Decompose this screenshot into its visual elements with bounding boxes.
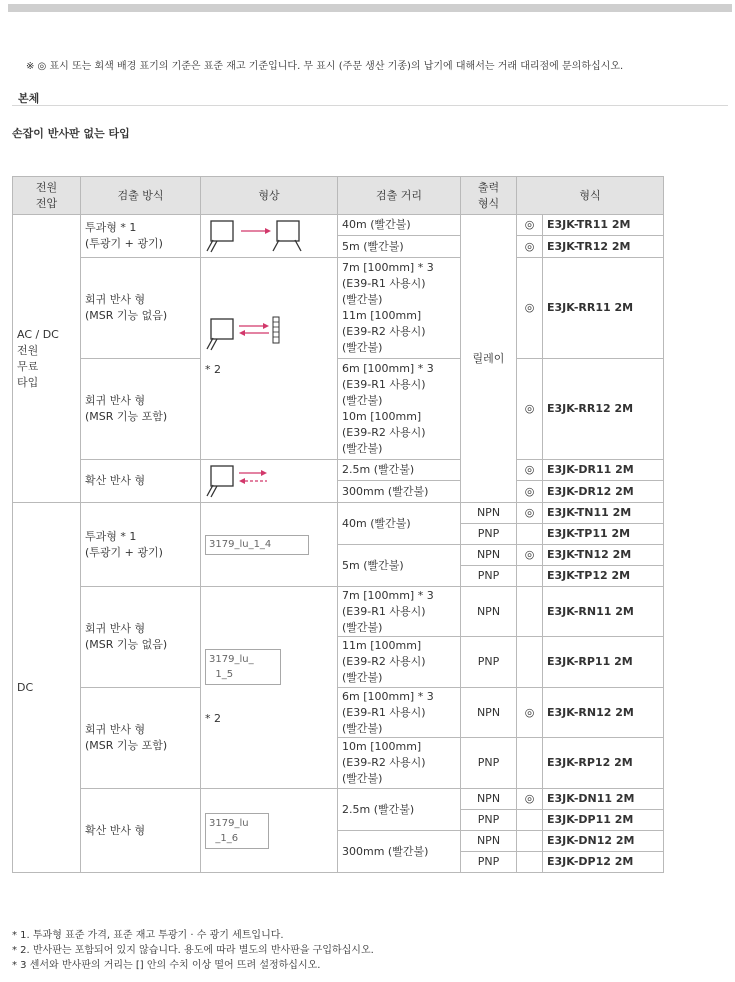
table-row [13, 258, 664, 359]
footnote-ref: * 2 [205, 712, 221, 725]
stock-mark-icon: ◎ [517, 460, 543, 481]
distance-cell: 2.5m (빨간불) [338, 789, 461, 831]
stock-mark-empty [517, 831, 543, 852]
method-line: (MSR 기능 없음) [85, 638, 168, 651]
distance-line: (E39-R2 사용시) [342, 756, 426, 769]
stock-mark-empty [517, 524, 543, 545]
model-cell: E3JK-DP11 2M [543, 810, 664, 831]
distance-line: (E39-R2 사용시) [342, 655, 426, 668]
stock-mark-empty [517, 810, 543, 831]
model-cell: E3JK-RR12 2M [543, 359, 664, 460]
table-row [13, 215, 664, 236]
model-cell: E3JK-RN11 2M [543, 587, 664, 637]
stock-mark-icon: ◎ [517, 258, 543, 359]
power-ac-cell [13, 215, 81, 503]
model-cell: E3JK-TR11 2M [543, 215, 664, 236]
table-row [13, 503, 664, 524]
distance-line: (빨간불) [342, 620, 383, 634]
header-shape: 형상 [201, 177, 338, 215]
method-through-ac [81, 215, 201, 258]
model-cell: E3JK-TN11 2M [543, 503, 664, 524]
table-row [13, 460, 664, 481]
method-retro-no-msr-ac [81, 258, 201, 359]
distance-line: (빨간불) [342, 721, 383, 735]
model-cell: E3JK-DR12 2M [543, 481, 664, 503]
distance-line: (빨간불) [342, 341, 383, 354]
stock-notice: ※ ◎ 표시 또는 회색 배경 표기의 기준은 표준 재고 기준입니다. 무 표시 (주문 생산 기종)의 납기에 대해서는 거래 대리점에 문의하십시오. [26, 61, 624, 72]
method-retro-msr-dc [81, 688, 201, 789]
distance-cell [338, 738, 461, 789]
footnote-ref: * 2 [205, 363, 221, 376]
model-cell: E3JK-RR11 2M [543, 258, 664, 359]
distance-line: (빨간불) [342, 394, 383, 407]
distance-line: 11m [100mm] [342, 309, 422, 322]
stock-mark-icon: ◎ [517, 359, 543, 460]
header-distance: 검출 거리 [338, 177, 461, 215]
stock-mark-empty [517, 852, 543, 873]
distance-line: (빨간불) [342, 671, 383, 684]
shape-retro-dc-cell [201, 587, 338, 789]
distance-line: 6m [100mm] * 3 [342, 689, 434, 703]
distance-line: 11m [100mm] [342, 639, 422, 652]
method-line: 투과형 * 1 [85, 529, 137, 543]
diffuse-reflective-diagram [205, 463, 275, 499]
distance-line: 7m [100mm] * 3 [342, 588, 434, 602]
distance-line: (E39-R2 사용시) [342, 325, 426, 338]
through-beam-diagram [205, 218, 305, 254]
header-output [461, 177, 517, 215]
stock-mark-empty [517, 738, 543, 789]
method-line: (투광기 + 광기) [85, 237, 163, 250]
header-output-line2: 형식 [477, 196, 500, 210]
distance-line: (E39-R1 사용시) [342, 705, 426, 719]
distance-cell: 5m (빨간불) [338, 236, 461, 258]
broken-image [205, 813, 269, 849]
distance-cell: 2.5m (빨간불) [338, 460, 461, 481]
distance-cell: 40m (빨간불) [338, 503, 461, 545]
method-line: (투광기 + 광기) [85, 545, 163, 559]
model-cell: E3JK-DR11 2M [543, 460, 664, 481]
output-cell: PNP [461, 852, 517, 873]
model-cell: E3JK-TN12 2M [543, 545, 664, 566]
method-diffuse-ac: 확산 반사 형 [81, 460, 201, 503]
method-line: (MSR 기능 없음) [85, 309, 168, 322]
stock-mark-icon: ◎ [517, 688, 543, 738]
stock-mark-icon: ◎ [517, 236, 543, 258]
distance-line: 10m [100mm] [342, 740, 422, 753]
distance-line: (E39-R1 사용시) [342, 277, 426, 290]
section-divider [12, 105, 728, 106]
method-through-dc [81, 503, 201, 587]
distance-cell [338, 637, 461, 688]
method-line: 회귀 반사 형 [85, 723, 146, 736]
model-cell: E3JK-RN12 2M [543, 688, 664, 738]
distance-cell: 40m (빨간불) [338, 215, 461, 236]
output-cell: PNP [461, 566, 517, 587]
distance-line: 10m [100mm] [342, 410, 422, 423]
distance-line: 7m [100mm] * 3 [342, 261, 434, 274]
output-cell: NPN [461, 688, 517, 738]
model-table [12, 176, 664, 873]
power-ac-line: AC / DC [17, 327, 59, 341]
table-row [13, 359, 664, 460]
power-ac-line: 타입 [17, 375, 39, 389]
output-cell: NPN [461, 789, 517, 810]
footnotes [12, 928, 374, 973]
method-line: (MSR 기능 포함) [85, 410, 168, 423]
output-cell: NPN [461, 831, 517, 852]
header-model: 형식 [517, 177, 664, 215]
table-row [13, 587, 664, 637]
header-method: 검출 방식 [81, 177, 201, 215]
stock-mark-icon: ◎ [517, 545, 543, 566]
model-cell: E3JK-RP11 2M [543, 637, 664, 688]
footnote-2: * 2. 반사판는 포함되어 있지 않습니다. 용도에 따라 별도의 반사판을 구입하십시오. [12, 945, 374, 956]
model-cell: E3JK-TP11 2M [543, 524, 664, 545]
broken-image [205, 649, 281, 685]
header-output-line1: 출력 [477, 180, 500, 194]
model-cell: E3JK-RP12 2M [543, 738, 664, 789]
header-power [13, 177, 81, 215]
output-relay-cell: 릴레이 [461, 215, 517, 503]
model-cell: E3JK-DN11 2M [543, 789, 664, 810]
distance-line: 6m [100mm] * 3 [342, 362, 434, 375]
table-row [13, 789, 664, 810]
distance-cell: 5m (빨간불) [338, 545, 461, 587]
stock-mark-icon: ◎ [517, 481, 543, 503]
method-line: (MSR 기능 포함) [85, 739, 168, 752]
broken-image-line: _1_6 [215, 832, 239, 844]
stock-mark-empty [517, 566, 543, 587]
distance-line: (E39-R2 사용시) [342, 426, 426, 439]
power-ac-line: 전원 [17, 343, 39, 357]
section-title: 본체 [18, 92, 40, 105]
method-line: 투과형 * 1 [85, 221, 137, 234]
header-power-line2: 전압 [35, 196, 58, 210]
model-cell: E3JK-DP12 2M [543, 852, 664, 873]
distance-cell [338, 359, 461, 460]
shape-diffuse-dc-cell [201, 789, 338, 873]
distance-line: (빨간불) [342, 293, 383, 306]
distance-cell: 300mm (빨간불) [338, 481, 461, 503]
method-retro-msr-ac [81, 359, 201, 460]
stock-mark-icon: ◎ [517, 789, 543, 810]
output-cell: NPN [461, 503, 517, 524]
shape-through-cell [201, 215, 338, 258]
output-cell: PNP [461, 524, 517, 545]
distance-line: (빨간불) [342, 772, 383, 785]
table-row [13, 688, 664, 738]
method-line: 회귀 반사 형 [85, 394, 146, 407]
broken-image: 3179_lu_1_4 [205, 535, 309, 555]
broken-image-line: 3179_lu_ [209, 654, 254, 665]
distance-line: (E39-R1 사용시) [342, 604, 426, 618]
subsection-title: 손잡이 반사판 없는 타입 [12, 127, 130, 140]
model-cell: E3JK-TP12 2M [543, 566, 664, 587]
power-ac-line: 무료 [17, 359, 39, 373]
header-power-line1: 전원 [35, 180, 58, 194]
footnote-1: * 1. 투과형 표준 가격, 표준 재고 투광기 · 수 광기 세트입니다. [12, 930, 284, 941]
footnote-3: * 3 센서와 반사판의 거리는 [] 안의 수치 이상 떨어 뜨려 설정하십시오. [12, 960, 321, 971]
output-cell: PNP [461, 637, 517, 688]
distance-cell [338, 688, 461, 738]
output-cell: PNP [461, 738, 517, 789]
distance-cell [338, 258, 461, 359]
distance-line: (빨간불) [342, 442, 383, 455]
method-line: 회귀 반사 형 [85, 622, 146, 635]
stock-mark-empty [517, 587, 543, 637]
shape-through-dc-cell [201, 503, 338, 587]
broken-image-line: 3179_lu [209, 817, 249, 829]
method-diffuse-dc: 확산 반사 형 [81, 789, 201, 873]
header-row [13, 177, 664, 215]
shape-retro-cell [201, 258, 338, 460]
stock-mark-icon: ◎ [517, 215, 543, 236]
output-cell: NPN [461, 587, 517, 637]
top-divider-bar [8, 4, 732, 12]
distance-cell: 300mm (빨간불) [338, 831, 461, 873]
model-cell: E3JK-TR12 2M [543, 236, 664, 258]
output-cell: PNP [461, 810, 517, 831]
method-line: 회귀 반사 형 [85, 293, 146, 306]
broken-image-line: 1_5 [215, 669, 234, 680]
model-cell: E3JK-DN12 2M [543, 831, 664, 852]
stock-mark-empty [517, 637, 543, 688]
stock-mark-icon: ◎ [517, 503, 543, 524]
distance-line: (E39-R1 사용시) [342, 378, 426, 391]
power-dc-cell: DC [13, 503, 81, 873]
distance-cell [338, 587, 461, 637]
shape-diffuse-cell [201, 460, 338, 503]
output-cell: NPN [461, 545, 517, 566]
retro-reflective-diagram [205, 316, 285, 352]
method-retro-no-msr-dc [81, 587, 201, 688]
